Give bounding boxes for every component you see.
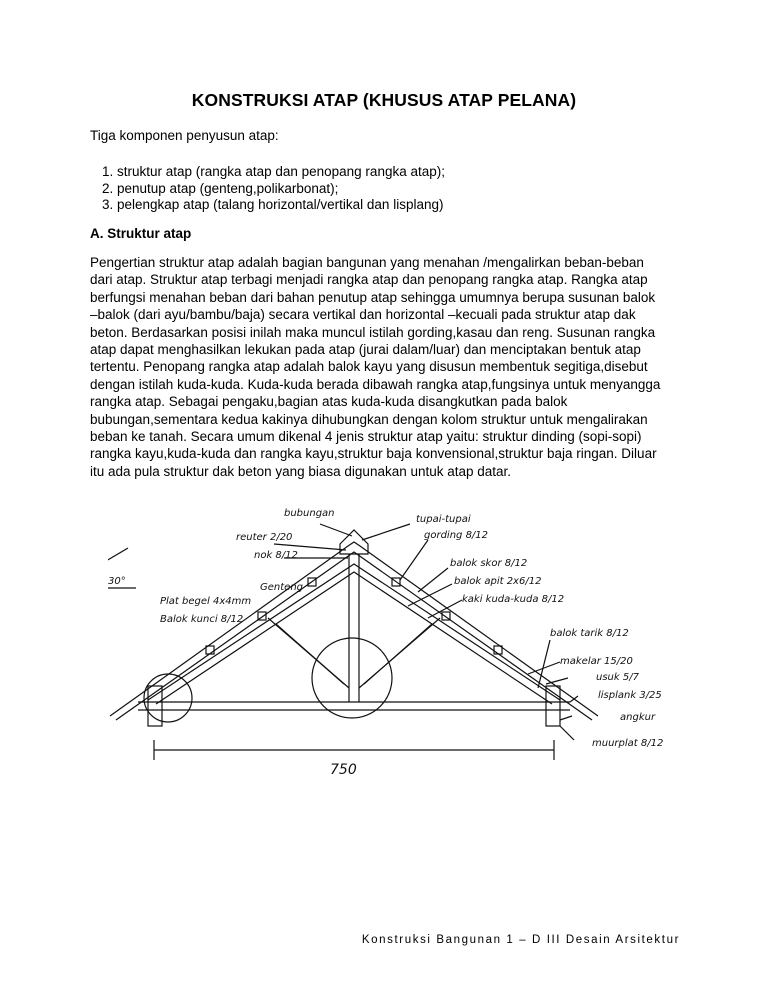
label-tupai: tupai-tupai (416, 514, 471, 525)
label-balok-apit: balok apit 2x6/12 (454, 576, 542, 587)
page-footer: Konstruksi Bangunan 1 – D III Desain Arsitektur (361, 934, 680, 946)
label-span: 750 (330, 762, 357, 778)
list-item: 3. pelengkap atap (talang horizontal/vertikal dan lisplang) (102, 197, 444, 212)
truss-drawing (108, 488, 688, 788)
label-balok-kunci: Balok kunci 8/12 (160, 614, 244, 625)
label-kaki-kuda: kaki kuda-kuda 8/12 (462, 594, 565, 605)
label-genteng: Genteng (260, 582, 303, 593)
body-paragraph: Pengertian struktur atap adalah bagian bangunan yang menahan /mengalirkan beban-beban dari atap. Struktur atap terbagi menjadi rangka atap dan penopang rangka atap. Rangka atap berfungsi menahan beban dari bahan penutup atap sehingga umumnya berupa susunan balok –balok (dari ayu/bambu/baja) secara vertikal dan horizontal –kecuali pada struktur atap dak beton. Berdasarkan posisi inilah maka muncul istilah gording,kasau dan reng. Susunan rangka atap dapat menghasilkan lekukan pada atap (jurai dalam/luar) dan menciptakan bentuk atap tertentu. Penopang rangka atap adalah balok kayu yang disusun membentuk segitiga,disebut dengan istilah kuda-kuda. Kuda-kuda berada dibawah rangka atap,fungsinya untuk menyangga rangka atap. Sebagai pengaku,bagian atas kuda-kuda disangkutkan pada balok bubungan,sementara kedua kakinya dihubungkan dengan kolom struktur untuk mengalirakan beban ke tanah. Secara umum dikenal 4 jenis struktur atap yaitu: struktur dinding (sopi-sopi) rangka kayu,kuda-kuda dan rangka kayu,struktur baja konvensional,struktur baja ringan. Diluar itu ada pula struktur dak beton yang biasa digunakan untuk atap datar. (90, 255, 661, 479)
roof-truss-diagram (108, 488, 688, 788)
list-item: 2. penutup atap (genteng,polikarbonat); (102, 180, 339, 196)
label-reuter: reuter 2/20 (236, 532, 293, 543)
label-angkur: angkur (620, 712, 656, 723)
label-balok-tarik: balok tarik 8/12 (550, 628, 629, 639)
label-balok-skor: balok skor 8/12 (450, 558, 528, 569)
label-muurplat: muurplat 8/12 (592, 738, 664, 749)
intro-text: Tiga komponen penyusun atap: (90, 128, 279, 143)
section-heading: A. Struktur atap (90, 226, 192, 241)
label-gording: gording 8/12 (424, 530, 489, 541)
component-list (102, 164, 445, 214)
label-bubungan: bubungan (284, 508, 335, 519)
label-nok: nok 8/12 (254, 550, 298, 561)
page-title: KONSTRUKSI ATAP (KHUSUS ATAP PELANA) (191, 90, 577, 110)
label-angle: 30° (108, 576, 126, 587)
label-usuk: usuk 5/7 (596, 672, 639, 683)
label-makelar: makelar 15/20 (560, 656, 633, 667)
label-plat-begel: Plat begel 4x4mm (160, 596, 252, 607)
label-lisplank: lisplank 3/25 (598, 690, 662, 701)
list-item: 1. struktur atap (rangka atap dan penopang rangka atap); (102, 164, 445, 179)
